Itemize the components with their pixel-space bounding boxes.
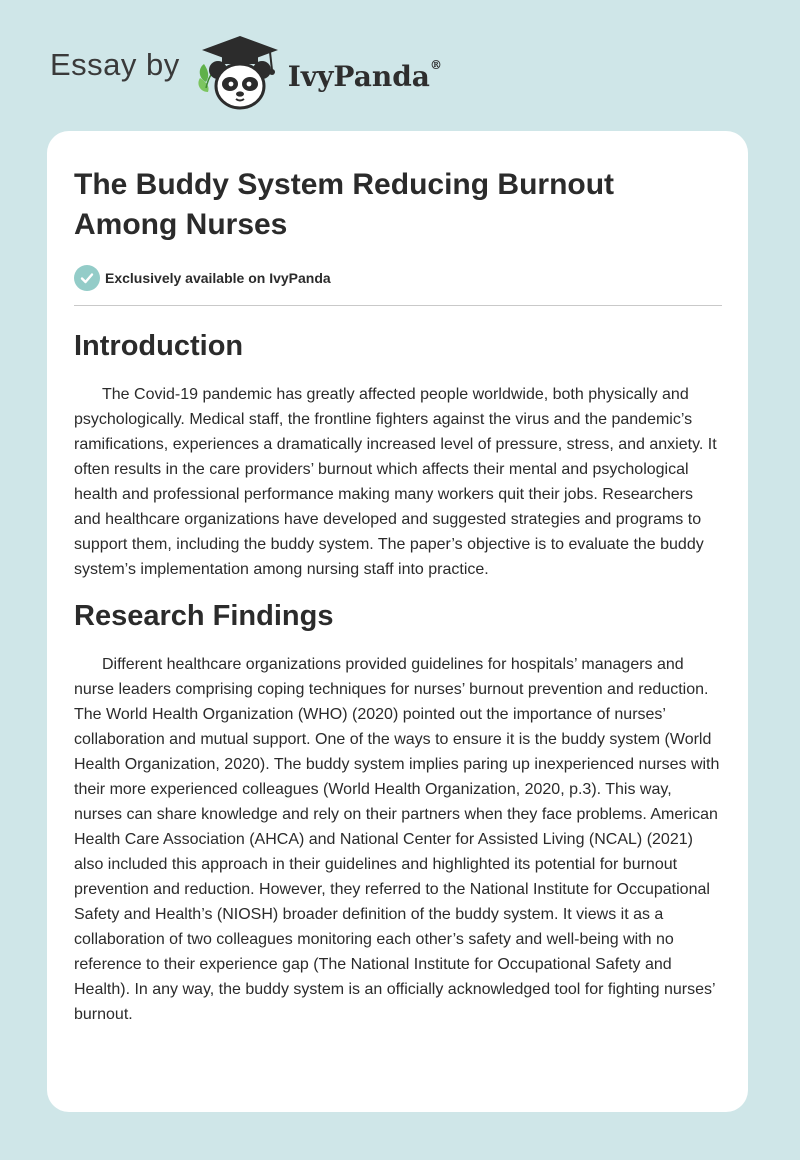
essay-card xyxy=(47,131,748,1112)
section-body-introduction: The Covid-19 pandemic has greatly affected people worldwide, both physically and psychologically. Medical staff, the frontline fighters against the virus and the pandemic’s ramifications, experiences a dramatically increased level of pressure, stress, and anxiety. It often results in the care providers’ burnout which affects their mental and psychological health and professional performance making many workers quit their jobs. Researchers and healthcare organizations have developed and suggested strategies and programs to support them, including the buddy system. The paper’s objective is to evaluate the buddy system’s implementation among nursing staff into practice. xyxy=(74,386,717,578)
essay-by-label: Essay by xyxy=(50,47,180,82)
page-title: The Buddy System Reducing Burnout Among Nurses xyxy=(74,168,615,241)
essay-content xyxy=(74,165,722,1027)
site-header xyxy=(50,30,442,114)
panda-graduate-logo-icon[interactable] xyxy=(194,30,286,114)
checkmark-circle-icon xyxy=(74,265,100,291)
title-divider xyxy=(74,305,722,306)
brand-name[interactable] xyxy=(287,57,442,93)
section-heading-research-findings: Research Findings xyxy=(74,600,334,632)
brand-text: IvyPanda xyxy=(287,59,430,93)
section-body-research-findings: Different healthcare organizations provided guidelines for hospitals’ managers and nurse leaders comprising coping techniques for nurses’ burnout prevention and reduction. The World Health Organization (WHO) (2020) pointed out the importance of nurses’ collaboration and mutual support. One of the ways to ensure it is the buddy system (World Health Organization, 2020). The buddy system implies paring up inexperienced nurses with their more experienced colleagues (World Health Organization, 2020, p.3). This way, nurses can share knowledge and rely on their partners when they face problems. American Health Care Association (AHCA) and National Center for Assisted Living (NCAL) (2021) also included this approach in their guidelines and highlighted its potential for burnout prevention and reduction. However, they referred to the National Institute for Occupational Safety and Health’s (NIOSH) broader definition of the buddy system. It views it as a collaboration of two colleagues monitoring each other’s safety and well-being with no reference to their experience gap (The National Institute for Occupational Safety and Health). In any way, the buddy system is an officially acknowledged tool for fighting nurses’ burnout. xyxy=(74,656,720,1023)
section-heading-introduction: Introduction xyxy=(74,330,244,362)
registered-mark: ® xyxy=(429,57,442,72)
exclusive-badge-label: Exclusively available on IvyPanda xyxy=(105,270,331,286)
exclusive-badge xyxy=(74,265,722,291)
